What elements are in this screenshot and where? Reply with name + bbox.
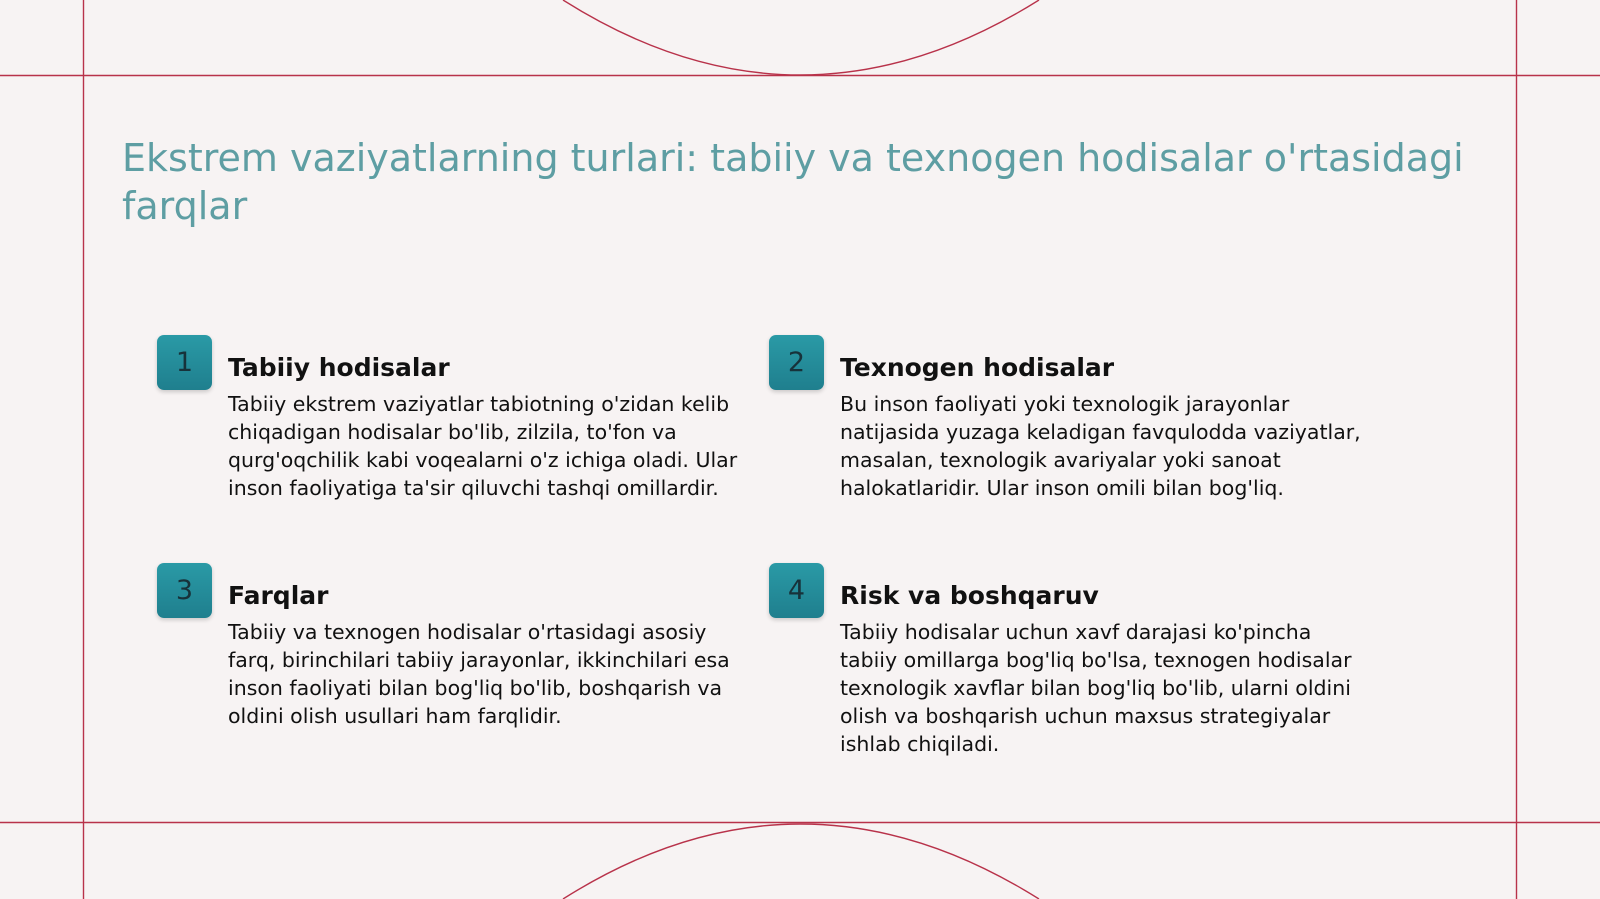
frame-arc-bottom: [563, 824, 1039, 899]
item-description: Tabiiy va texnogen hodisalar o'rtasidagi asosiy farq, birinchilari tabiiy jarayonlar, ikkinchilari esa inson faoliyati bilan bog'liq bo'lib, boshqarish va oldini olish usullari ham farqlidir.: [228, 620, 730, 728]
number-badge: 4: [769, 563, 824, 618]
number-badge: 3: [157, 563, 212, 618]
list-item-farqlar: [157, 563, 730, 753]
page-title: Ekstrem vaziyatlarning turlari: tabiiy va texnogen hodisalar o'rtasidagi farqlar: [122, 136, 1464, 228]
item-description: Bu inson faoliyati yoki texnologik jarayonlar natijasida yuzaga keladigan favqulodda vaziyatlar, masalan, texnologik avariyalar yoki sanoat halokatlaridir. Ular inson omili bilan bog'liq.: [840, 392, 1361, 500]
item-heading: Farqlar: [228, 581, 329, 610]
item-heading: Tabiiy hodisalar: [228, 353, 450, 382]
item-heading: Risk va boshqaruv: [840, 581, 1099, 610]
list-item-risk-va-boshqaruv: [769, 563, 1352, 763]
item-description: Tabiiy hodisalar uchun xavf darajasi ko'pincha tabiiy omillarga bog'liq bo'lsa, texnogen hodisalar texnologik xavflar bilan bog'liq bo'lib, ularni oldini olish va boshqarish uchun maxsus strategiyalar ishlab chiqiladi.: [840, 620, 1352, 756]
list-item-tabiiy-hodisalar: [157, 335, 738, 535]
list-item-texnogen-hodisalar: [769, 335, 1361, 535]
item-description: Tabiiy ekstrem vaziyatlar tabiotning o'zidan kelib chiqadigan hodisalar bo'lib, zilzila, to'fon va qurg'oqchilik kabi voqealarni o'z ichiga oladi. Ular inson faoliyatiga ta'sir qiluvchi tashqi omillardir.: [228, 392, 738, 500]
item-heading: Texnogen hodisalar: [840, 353, 1115, 382]
number-badge: 2: [769, 335, 824, 390]
frame-arc-top: [563, 0, 1039, 75]
number-badge: 1: [157, 335, 212, 390]
